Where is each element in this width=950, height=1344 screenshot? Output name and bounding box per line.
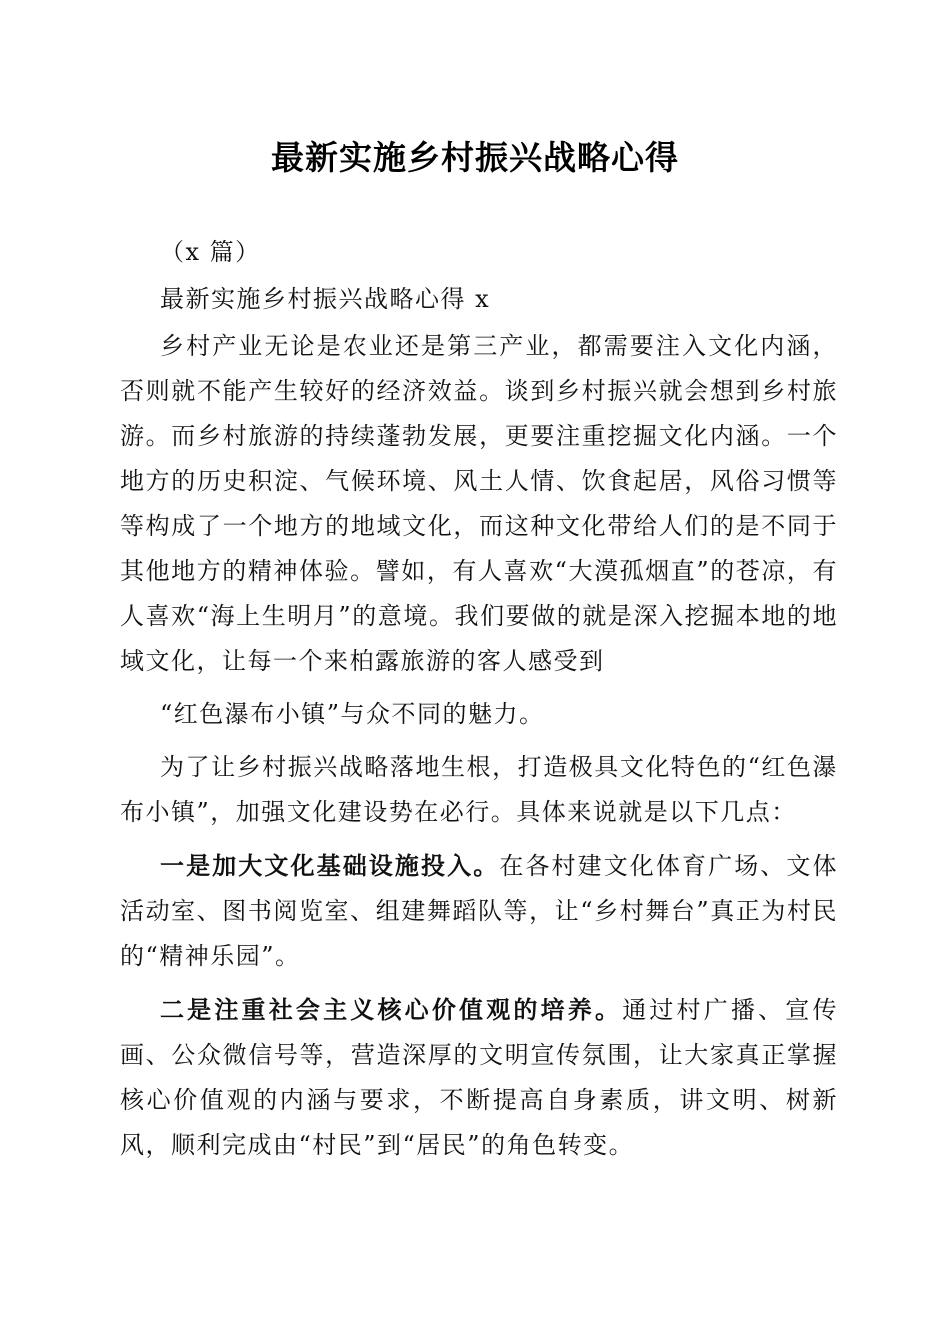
paragraph: [120, 324, 838, 684]
paragraph-text: 在各村建文化体育广场、文体活动室、图书阅览室、组建舞蹈队等，让“乡村舞台”真正为村民的“精神乐园”。: [120, 852, 839, 970]
paragraph-text: 乡村产业无论是农业还是第三产业，都需要注入文化内涵，否则就不能产生较好的经济效益。谈到乡村振兴就会想到乡村旅游。而乡村旅游的持续蓬勃发展，更要注重挖掘文化内涵。一个地方的历史积淀、气候环境、风土人情、饮食起居，风俗习惯等等构成了一个地方的地域文化，而这种文化带给人们的是不同于其他地方的精神体验。譬如，有人喜欢“大漠孤烟直”的苍凉，有人喜欢“海上生明月”的意境。我们要做的就是深入挖掘本地的地域文化，让每一个来柏露旅游的客人感受到: [120, 332, 838, 675]
paragraph: [120, 745, 838, 835]
paragraph-text: “红色瀑布小镇”与众不同的魅力。: [160, 700, 545, 728]
document-body: [120, 230, 838, 1168]
paragraph: [120, 692, 838, 737]
paragraph: [120, 987, 838, 1168]
paragraph-subtitle: [120, 277, 838, 322]
paragraph-count-note: [120, 230, 838, 275]
paragraph-text: （x 篇）: [160, 238, 261, 266]
paragraph-lead: 一是加大文化基础设施投入。: [160, 851, 500, 880]
paragraph-text: 最新实施乡村振兴战略心得 x: [160, 285, 491, 313]
paragraph-lead: 二是注重社会主义核心价值观的培养。: [160, 995, 623, 1024]
paragraph-text: 为了让乡村振兴战略落地生根，打造极具文化特色的“红色瀑布小镇”，加强文化建设势在必行。具体来说就是以下几点：: [120, 753, 838, 826]
paragraph-text: 通过村广播、宣传画、公众微信号等，营造深厚的文明宣传氛围，让大家真正掌握核心价值观的内涵与要求，不断提高自身素质，讲文明、树新风，顺利完成由“村民”到“居民”的角色转变。: [120, 996, 838, 1159]
paragraph: [120, 843, 838, 979]
document-title: 最新实施乡村振兴战略心得: [271, 138, 679, 177]
